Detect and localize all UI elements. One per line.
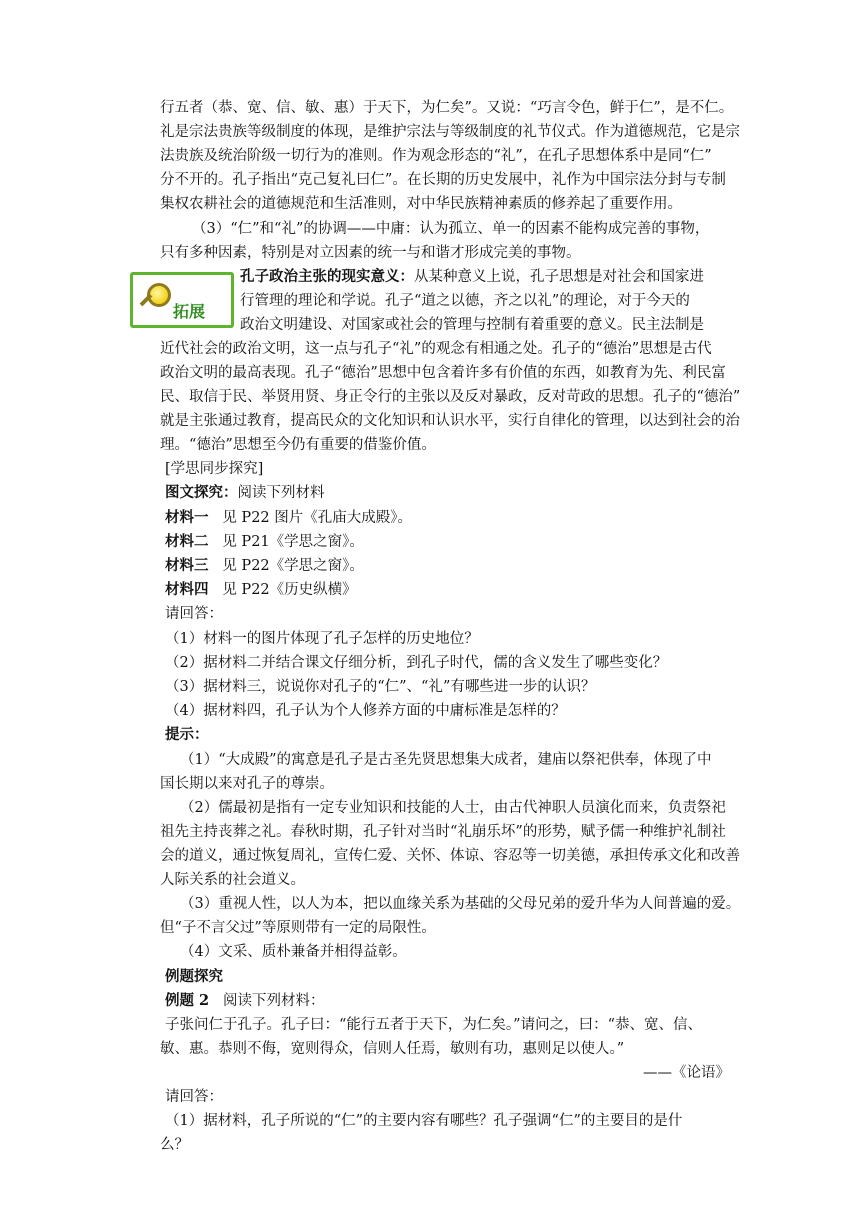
question-line: （1）据材料，孔子所说的“仁”的主要内容有哪些？孔子强调“仁”的主要目的是什	[165, 1113, 683, 1129]
text-line: 分不开的。孔子指出“克己复礼曰仁”。在长期的历史发展中，礼作为中国宗法分封与专制	[160, 172, 726, 188]
hint-label: 提示：	[165, 726, 209, 743]
text-line: （3）“仁”和“礼”的协调——中庸：认为孤立、单一的因素不能构成完善的事物，	[192, 221, 710, 237]
hint-line: 国长期以来对孔子的尊崇。	[160, 776, 334, 792]
text-line: 请回答：	[165, 606, 223, 622]
material-text: 见 P21《学思之窗》。	[222, 534, 364, 550]
question-line: （1）材料一的图片体现了孔子怎样的历史地位？	[165, 631, 479, 647]
text-line: 近代社会的政治文明，这一点与孔子“礼”的观念有相通之处。孔子的“德治”思想是古代	[160, 341, 712, 357]
text-line	[240, 266, 730, 288]
material-line	[165, 507, 735, 529]
material-label: 材料二	[165, 533, 209, 550]
extend-title: 孔子政治主张的现实意义：	[240, 268, 414, 285]
text-line: 只有多种因素，特别是对立因素的统一与和谐才形成完美的事物。	[160, 245, 581, 261]
material-text: 见 P22《历史纵横》	[222, 582, 357, 598]
question-line: 么？	[160, 1137, 189, 1153]
extend-text: 从某种意义上说，孔子思想是对社会和国家进	[414, 269, 704, 285]
section-heading: [学思同步探究]	[165, 461, 264, 477]
hint-line: （3）重视人性，以人为本，把以血缘关系为基础的父母兄弟的爱升华为人间普遍的爱。	[180, 896, 741, 912]
text-line	[165, 482, 735, 504]
text-line: 法贵族及统治阶级一切行为的准则。作为观念形态的“礼”，在孔子思想体系中是同“仁”	[160, 148, 712, 164]
tuwen-text: 阅读下列材料	[237, 485, 325, 501]
material-text: 见 P22 图片《孔庙大成殿》。	[222, 510, 413, 526]
example-intro: 阅读下列材料：	[222, 993, 325, 1009]
hint-line: 但“子不言父过”等原则带有一定的局限性。	[160, 920, 436, 936]
quote-line: 子张问仁于孔子。孔子曰：“能行五者于天下，为仁矣。”请问之，曰：“恭、宽、信、	[165, 1017, 702, 1033]
text-line: 理。“德治”思想至今仍有重要的借鉴价值。	[160, 437, 436, 453]
question-line: （4）据材料四，孔子认为个人修养方面的中庸标准是怎样的？	[165, 703, 566, 719]
material-label: 材料四	[165, 581, 209, 598]
extend-badge	[130, 272, 234, 328]
text-line: 行管理的理论和学说。孔子“道之以德，齐之以礼”的理论，对于今天的	[240, 293, 690, 309]
quote-source: ——《论语》	[643, 1065, 730, 1081]
material-line	[165, 579, 735, 601]
material-line	[165, 555, 735, 577]
text-line: 集权农耕社会的道德规范和生活准则，对中华民族精神素质的修养起了重要作用。	[160, 196, 682, 212]
text-line	[165, 990, 735, 1012]
material-label: 材料一	[165, 509, 209, 526]
hint-line: 祖先主持丧葬之礼。春秋时期，孔子针对当时“礼崩乐坏”的形势，赋予儒一种维护礼制社	[160, 824, 726, 840]
hint-line: （1）“大成殿”的寓意是孔子是古圣先贤思想集大成者，建庙以祭祀供奉，体现了中	[180, 752, 712, 768]
text-line: 礼是宗法贵族等级制度的体现，是维护宗法与等级制度的礼节仪式。作为道德规范，它是宗	[160, 124, 740, 140]
text-line: 民、取信于民、举贤用贤、身正令行的主张以及反对暴政，反对苛政的思想。孔子的“德治”	[160, 389, 741, 405]
text-line: 政治文明的最高表现。孔子“德治”思想中包含着许多有价值的东西，如教育为先、利民富	[160, 365, 726, 381]
question-line: （3）据材料三，说说你对孔子的“仁”、“礼”有哪些进一步的认识？	[165, 679, 596, 695]
quote-line: 敏、惠。恭则不侮，宽则得众，信则人任焉，敏则有功，惠则足以使人。”	[160, 1041, 625, 1057]
hint-line: 会的道义，通过恢复周礼，宣传仁爱、关怀、体谅、容忍等一切美德，承担传承文化和改善	[160, 848, 740, 864]
hint-line: 人际关系的社会道义。	[160, 872, 305, 888]
text-line: 行五者（恭、宽、信、敏、惠）于天下，为仁矣”。又说：“巧言令色，鲜于仁”，是不仁。	[160, 100, 734, 116]
hint-line: （2）儒最初是指有一定专业知识和技能的人士，由古代神职人员演化而来，负责祭祀	[180, 800, 726, 816]
tuwen-label: 图文探究：	[165, 484, 238, 501]
hint-line: （4）文采、质朴兼备并相得益彰。	[180, 944, 407, 960]
text-line: 政治文明建设、对国家或社会的管理与控制有着重要的意义。民主法制是	[240, 317, 704, 333]
section-heading: 例题探究	[165, 968, 223, 985]
badge-label: 拓展	[173, 302, 206, 321]
material-label: 材料三	[165, 557, 209, 574]
text-line: 就是主张通过教育，提高民众的文化知识和认识水平，实行自律化的管理，以达到社会的治	[160, 413, 740, 429]
material-text: 见 P22《学思之窗》。	[222, 558, 364, 574]
example-label: 例题 2	[165, 992, 210, 1009]
text-line: 请回答：	[165, 1089, 223, 1105]
material-line	[165, 531, 735, 553]
question-line: （2）据材料二并结合课文仔细分析，到孔子时代，儒的含义发生了哪些变化？	[165, 655, 668, 671]
